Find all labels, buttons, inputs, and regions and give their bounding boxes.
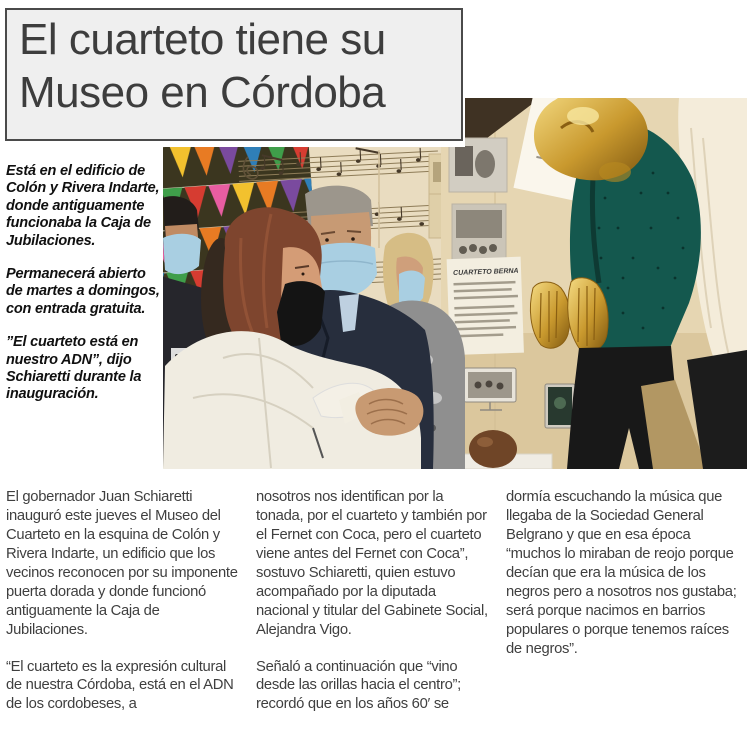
body-paragraph: “El cuarteto es la expresión cultural de nuestra Córdoba, está en el ADN de los cordobeses, a (6, 658, 234, 713)
article-column-2 (256, 488, 492, 732)
wall-tablet (545, 384, 575, 428)
standfirst-paragraph: Está en el edificio de Colón y Rivera Indarte, donde antiguamente funcionaba la Caja de Jubilaciones. (6, 163, 160, 249)
body-paragraph: dormía escuchando la música que llegaba de la Sociedad General Belgrano y que en esa época “muchos lo miraban de reojo porque decían que era la música de los negros pero a nosotros nos gustaba; será porque nacimos en barrios populares o porque tenemos raíces de negros”. (506, 489, 737, 657)
left-man-mask (163, 234, 201, 274)
standfirst-paragraph: ”El cuarteto está en nuestro ADN”, dijo Schiaretti durante la inauguración. (6, 334, 142, 403)
photo-illustration (163, 98, 747, 469)
headline: El cuarteto tiene su Museo en Córdoba (19, 15, 386, 117)
info-panel-title: CUARTETO BERNA (453, 267, 519, 278)
standfirst (6, 163, 162, 420)
body-paragraph: El gobernador Juan Schiaretti inauguró este jueves el Museo del Cuarteto en la esquina de Colón y Rivera Indarte, un edificio que los vecinos reconocen por su imponente puerta dorada y donde funcionó antiguamente la Caja de Jubilaciones. (6, 489, 238, 638)
body-paragraph: Señaló a continuación que “vino desde las orillas hacia el centro”; recordó que en los años 60′ se (256, 658, 461, 713)
standfirst-paragraph: Permanecerá abierto de martes a domingos, con entrada gratuita. (6, 265, 160, 317)
headline-box (5, 8, 463, 141)
article-column-3 (506, 488, 742, 732)
inauguration-photo (163, 98, 747, 469)
body-paragraph: nosotros nos identifican por la tonada, por el cuarteto y también por el Fernet con Coca, pero el cuarteto viene antes del Fernet con Coca”, sostuvo Schiaretti, quien estuvo acompañado por la diputada nacional y titular del Gabinete Social, Alejandra Vigo. (256, 489, 488, 638)
article-body (6, 488, 742, 732)
archive-photos (449, 138, 507, 278)
article-column-1 (6, 488, 242, 732)
